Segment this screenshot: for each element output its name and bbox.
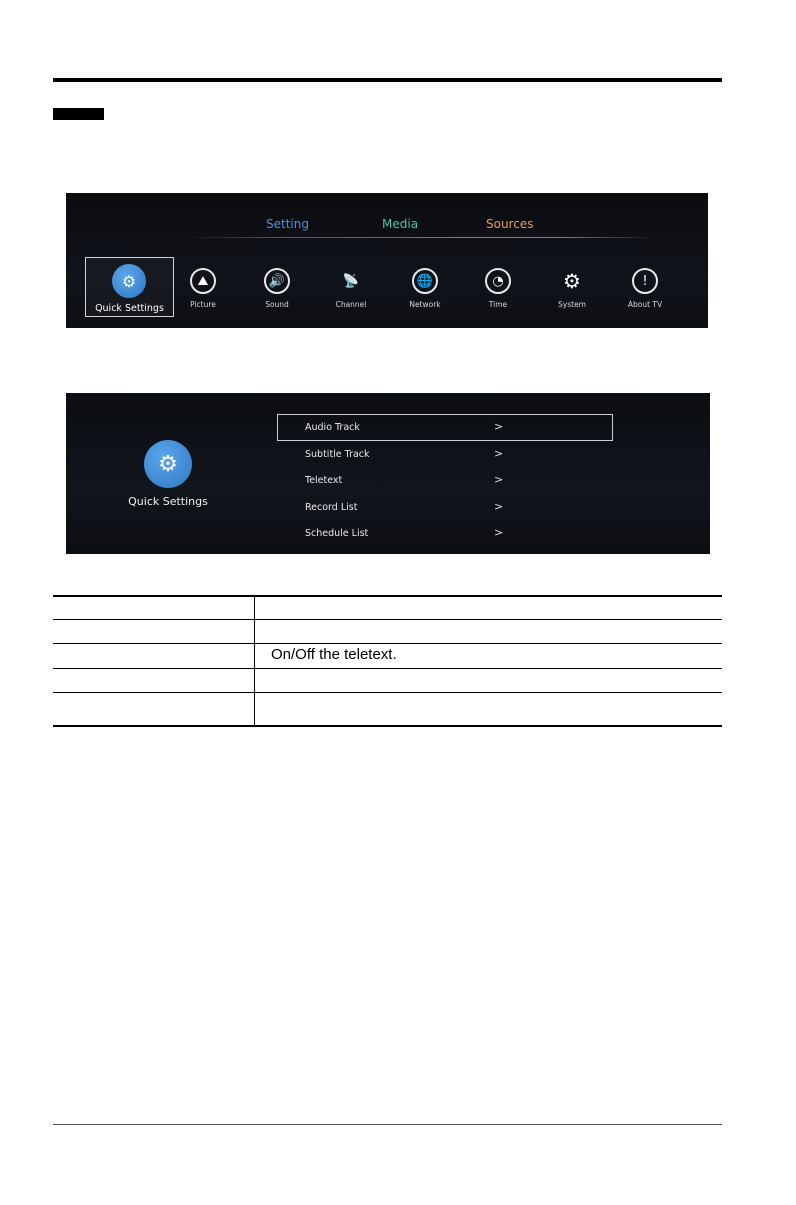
menu-item-network[interactable]: [393, 268, 457, 309]
settings-description-table: [53, 595, 722, 727]
menu-item-label: System: [558, 300, 586, 309]
menu-item-label: Picture: [190, 300, 216, 309]
option-label: Record List: [305, 501, 358, 513]
network-icon: 🌐: [412, 268, 438, 294]
time-icon: ◔: [485, 268, 511, 294]
table-row: [53, 595, 722, 619]
menu-item-about-tv[interactable]: [613, 268, 677, 309]
chevron-right-icon: >: [494, 526, 504, 540]
menu-item-quick-settings[interactable]: [85, 257, 174, 317]
footer-rule: [53, 1124, 722, 1125]
menu-item-time[interactable]: [466, 268, 530, 309]
option-audio-track[interactable]: [277, 414, 613, 441]
table-row: [53, 668, 722, 692]
top-rule: [53, 78, 722, 82]
system-icon: ⚙: [563, 269, 581, 293]
table-cell-description: On/Off the teletext.: [271, 646, 397, 663]
tab-divider: [186, 237, 656, 238]
chevron-right-icon: >: [494, 420, 504, 433]
quick-settings-list: [277, 414, 613, 547]
option-label: Audio Track: [305, 422, 360, 433]
table-row: [53, 692, 722, 725]
section-marker: [53, 108, 104, 120]
menu-item-label: About TV: [627, 300, 663, 309]
tab-setting[interactable]: Setting: [266, 217, 309, 231]
option-subtitle-track[interactable]: [277, 441, 613, 468]
table-cell-name: [53, 597, 255, 619]
menu-item-label: Time: [488, 300, 508, 309]
quick-settings-icon: ⚙: [144, 440, 192, 488]
channel-icon: 📡: [342, 273, 360, 289]
menu-item-label: Channel: [335, 300, 367, 309]
picture-icon: ⛰: [190, 268, 216, 294]
submenu-title: Quick Settings: [128, 495, 208, 508]
chevron-right-icon: >: [494, 499, 504, 513]
main-menu-screenshot: [66, 193, 708, 328]
option-label: Subtitle Track: [305, 448, 370, 460]
menu-item-picture[interactable]: [171, 268, 235, 309]
table-bottom-rule: [53, 725, 722, 727]
table-row: [53, 643, 722, 668]
menu-item-channel[interactable]: [319, 268, 383, 309]
table-cell-name: [53, 620, 255, 643]
option-label: Schedule List: [305, 528, 369, 540]
table-row: [53, 619, 722, 643]
option-schedule-list[interactable]: [277, 520, 613, 547]
tab-sources[interactable]: Sources: [486, 217, 534, 231]
about-tv-icon: !: [632, 268, 658, 294]
table-cell-name: [53, 669, 255, 692]
menu-item-label: Network: [409, 300, 441, 309]
menu-item-sound[interactable]: [245, 268, 309, 309]
option-label: Teletext: [305, 475, 343, 487]
quick-settings-icon: ⚙: [112, 264, 146, 298]
tab-media[interactable]: Media: [382, 217, 419, 231]
category-tabs: [66, 217, 708, 237]
sound-icon: 🔊: [264, 268, 290, 294]
menu-item-label: Quick Settings: [95, 303, 164, 314]
menu-item-label: Sound: [265, 300, 289, 309]
option-teletext[interactable]: [277, 467, 613, 494]
quick-settings-screenshot: [66, 393, 710, 554]
option-record-list[interactable]: [277, 494, 613, 521]
table-cell-name: [53, 693, 255, 725]
chevron-right-icon: >: [494, 473, 504, 487]
table-cell-name: [53, 644, 255, 668]
chevron-right-icon: >: [494, 446, 504, 460]
menu-item-system[interactable]: [540, 268, 604, 309]
